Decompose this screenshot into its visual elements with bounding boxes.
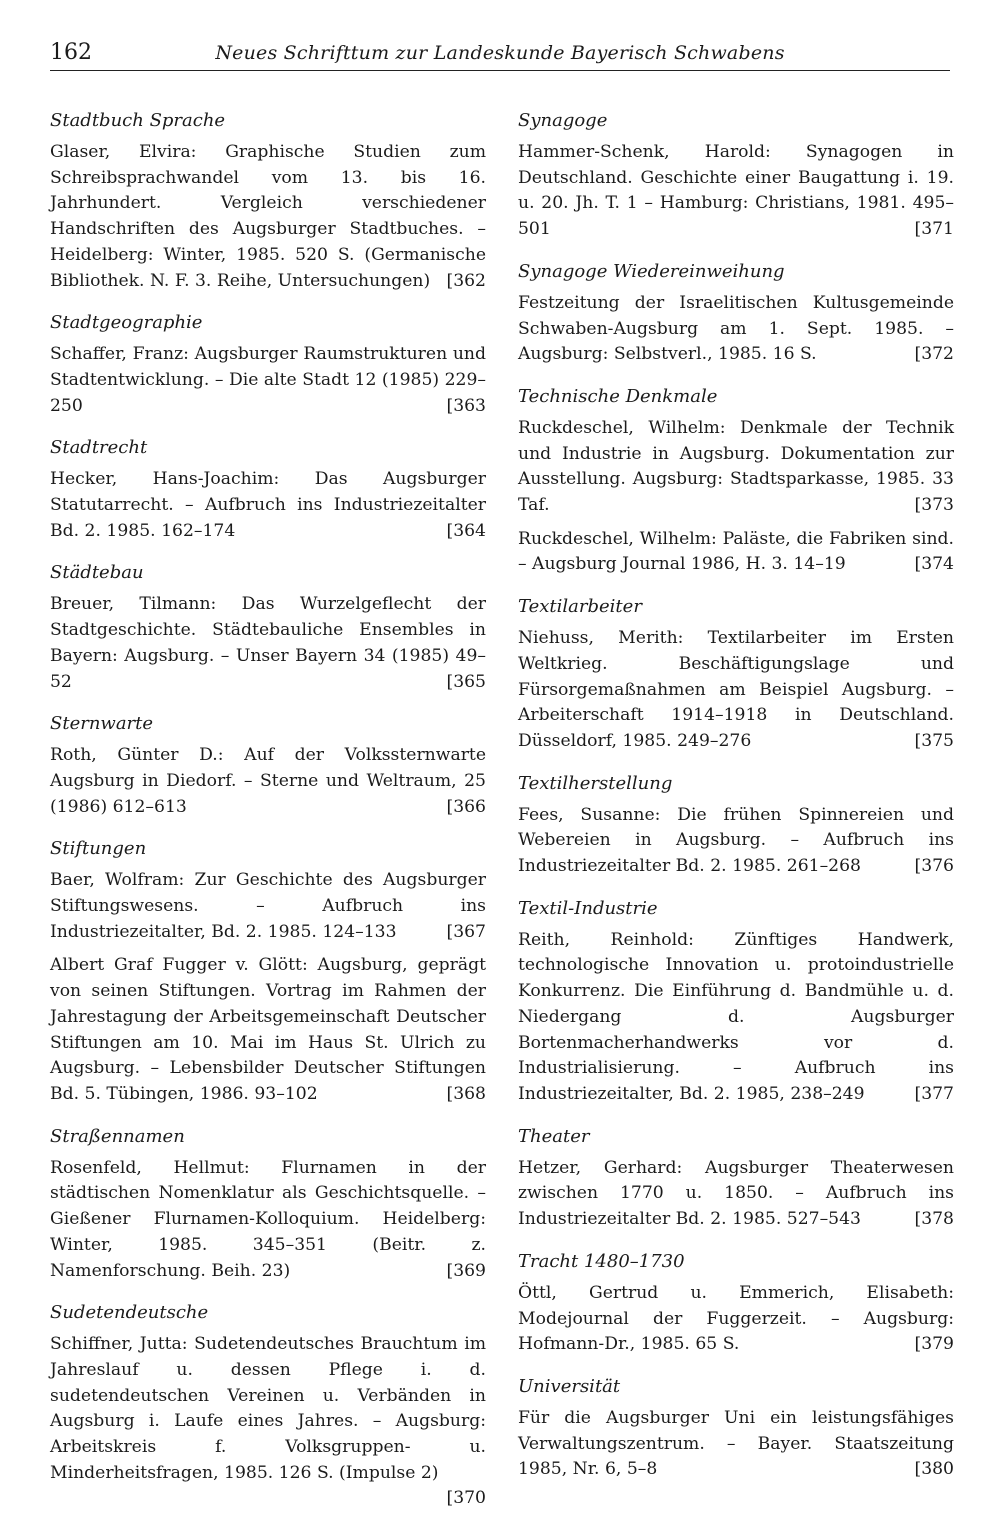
left-column (50, 110, 486, 1512)
entry-text: Hammer-Schenk, Harold: Synagogen in Deutschland. Geschichte einer Baugattung i. 19. u. 20. Jh. T. 1 – Hamburg: Christians, 1981. 495–501 (518, 142, 954, 240)
entry-text: Schaffer, Franz: Augsburger Raumstrukturen und Stadtentwicklung. – Die alte Stadt 12 (1985) 229–250 (50, 344, 486, 416)
entry-number: [374 (914, 554, 954, 575)
section-heading: Straßennamen (50, 1125, 185, 1147)
entry-text: Hecker, Hans-Joachim: Das Augsburger Statutarrecht. – Aufbruch ins Industriezeitalter Bd. 2. 1985. 162–174 (50, 469, 486, 541)
section-heading: Textilherstellung (518, 772, 673, 794)
running-title: Neues Schrifttum zur Landeskunde Bayerisch Schwabens (215, 42, 785, 64)
header-rule (50, 70, 950, 71)
section-heading: Technische Denkmale (518, 385, 718, 407)
entry-text: Ruckdeschel, Wilhelm: Denkmale der Technik und Industrie in Augsburg. Dokumentation zur Ausstellung. Augsburg: Stadtsparkasse, 1985. 33 Taf. (518, 417, 954, 516)
entry-number: [364 (446, 520, 486, 541)
bibliography-entry (50, 342, 486, 419)
entry-number: [378 (914, 1209, 954, 1230)
entry-number: [377 (914, 1083, 954, 1104)
section-heading: Theater (518, 1125, 590, 1147)
entry-number: [375 (914, 730, 954, 751)
entry-text: Albert Graf Fugger v. Glött: Augsburg, geprägt von seinen Stiftungen. Vortrag im Rahmen der Jahrestagung der Arbeitsgemeinschaft Deutscher Stiftungen am 10. Mai im Haus St. Ulrich zu Augsburg. – Lebensbilder Deutscher Stiftungen Bd. 5. Tübingen, 1986. 93–102 (50, 955, 486, 1104)
section-heading: Textilarbeiter (518, 596, 642, 618)
bibliography-entry (518, 527, 954, 578)
right-column (518, 110, 954, 1501)
entry-number: [376 (914, 856, 954, 877)
section-heading: Stadtgeographie (50, 312, 203, 334)
entry-number: [367 (446, 921, 486, 942)
entry-text: Für die Augsburger Uni ein leistungsfähiges Verwaltungszentrum. – Bayer. Staatszeitung 1985, Nr. 6, 5–8 (518, 1407, 954, 1480)
bibliography-entry (518, 1156, 954, 1233)
bibliography-section (518, 898, 954, 1108)
bibliography-section (518, 773, 954, 880)
bibliography-entry (50, 953, 486, 1107)
entry-number: [362 (446, 270, 486, 291)
entry-number: [370 (446, 1488, 486, 1509)
bibliography-section (518, 1376, 954, 1483)
bibliography-entry (50, 743, 486, 820)
entry-number: [380 (914, 1459, 954, 1480)
bibliography-entry (518, 291, 954, 368)
entry-number: [373 (914, 495, 954, 516)
bibliography-entry (50, 1332, 486, 1509)
entry-text: Reith, Reinhold: Zünftiges Handwerk, technologische Innovation u. protoindustrielle Konkurrenz. Die Einführung d. Bandmühle u. d. Niedergang d. Augsburger Bortenmacherhandwerks vor d. Industrialisierung. – Aufbruch ins Industriezeitalter, Bd. 2. 1985, 238–249 (518, 929, 954, 1104)
bibliography-entry (518, 416, 954, 519)
section-heading: Sternwarte (50, 713, 154, 735)
bibliography-entry (518, 626, 954, 755)
section-heading: Stadtbuch Sprache (50, 110, 226, 131)
bibliography-section (50, 437, 486, 544)
entry-text: Festzeitung der Israelitischen Kultusgemeinde Schwaben-Augsburg am 1. Sept. 1985. – Augsburg: Selbstverl., 1985. 16 S. (518, 292, 954, 365)
bibliography-section (50, 1302, 486, 1509)
page-number: 162 (50, 40, 92, 65)
bibliography-entry (518, 140, 954, 243)
entry-number: [363 (446, 395, 486, 416)
entry-number: [372 (914, 344, 954, 365)
bibliography-section (50, 312, 486, 419)
bibliography-section (518, 1126, 954, 1233)
entry-text: Baer, Wolfram: Zur Geschichte des Augsburger Stiftungswesens. – Aufbruch ins Industriezeitalter, Bd. 2. 1985. 124–133 (50, 870, 486, 942)
bibliography-section (518, 110, 954, 243)
bibliography-section (50, 838, 486, 1107)
entry-text: Roth, Günter D.: Auf der Volkssternwarte Augsburg in Diedorf. – Sterne und Weltraum, 25 (1986) 612–613 (50, 745, 486, 817)
entry-text: Glaser, Elvira: Graphische Studien zum Schreibsprachwandel vom 13. bis 16. Jahrhundert. Vergleich verschiedener Handschriften des Augsburger Stadtbuches. – Heidelberg: Winter, 1985. 520 S. (Germanische Bibliothek. N. F. 3. Reihe, Untersuchungen) (50, 142, 486, 291)
entry-number: [365 (446, 671, 486, 692)
section-heading: Universität (518, 1375, 621, 1397)
section-heading: Sudetendeutsche (50, 1302, 209, 1324)
bibliography-section (50, 110, 486, 294)
entry-text: Fees, Susanne: Die frühen Spinnereien und Webereien in Augsburg. – Aufbruch ins Industriezeitalter Bd. 2. 1985. 261–268 (518, 804, 954, 877)
bibliography-entry (518, 1406, 954, 1483)
section-heading: Stiftungen (50, 838, 147, 860)
bibliography-section (518, 261, 954, 368)
bibliography-entry (50, 467, 486, 544)
section-heading: Städtebau (50, 562, 144, 584)
section-heading: Tracht 1480–1730 (518, 1250, 685, 1272)
bibliography-entry (518, 803, 954, 880)
bibliography-entry (518, 928, 954, 1108)
entry-number: [371 (914, 219, 954, 240)
entry-text: Breuer, Tilmann: Das Wurzelgeflecht der Stadtgeschichte. Städtebauliche Ensembles in Bayern: Augsburg. – Unser Bayern 34 (1985) 49–52 (50, 594, 486, 692)
page-header (50, 40, 950, 70)
bibliography-section (50, 713, 486, 820)
bibliography-section (50, 562, 486, 695)
entry-text: Öttl, Gertrud u. Emmerich, Elisabeth: Modejournal der Fuggerzeit. – Augsburg: Hofmann-Dr., 1985. 65 S. (518, 1282, 954, 1355)
section-heading: Textil-Industrie (518, 897, 658, 919)
entry-text: Hetzer, Gerhard: Augsburger Theaterwesen zwischen 1770 u. 1850. – Aufbruch ins Industriezeitalter Bd. 2. 1985. 527–543 (518, 1157, 954, 1230)
section-heading: Synagoge Wiedereinweihung (518, 260, 785, 282)
bibliography-section (518, 386, 954, 578)
entry-number: [379 (914, 1334, 954, 1355)
bibliography-entry (50, 140, 486, 294)
entry-text: Ruckdeschel, Wilhelm: Paläste, die Fabriken sind. – Augsburg Journal 1986, H. 3. 14–19 (518, 528, 954, 575)
bibliography-entry (518, 1281, 954, 1358)
entry-text: Rosenfeld, Hellmut: Flurnamen in der städtischen Nomenklatur als Geschichtsquelle. – Gießener Flurnamen-Kolloquium. Heidelberg: Winter, 1985. 345–351 (Beitr. z. Namenforschung. Beih. 23) (50, 1157, 486, 1281)
section-heading: Synagoge (518, 110, 608, 131)
section-heading: Stadtrecht (50, 437, 148, 459)
entry-number: [368 (446, 1083, 486, 1104)
entry-text: Niehuss, Merith: Textilarbeiter im Ersten Weltkrieg. Beschäftigungslage und Fürsorgemaßnahmen am Beispiel Augsburg. – Arbeiterschaft 1914–1918 in Deutschland. Düsseldorf, 1985. 249–276 (518, 628, 954, 751)
entry-text: Schiffner, Jutta: Sudetendeutsches Brauchtum im Jahreslauf u. dessen Pflege i. d. sudetendeutschen Vereinen u. Verbänden in Augsburg i. Laufe eines Jahres. – Augsburg: Arbeitskreis f. Volksgruppen- u. Minderheitsfragen, 1985. 126 S. (Impulse 2) (50, 1334, 486, 1483)
entry-number: [369 (446, 1260, 486, 1281)
bibliography-section (518, 1251, 954, 1358)
bibliography-entry (50, 592, 486, 695)
bibliography-entry (50, 1156, 486, 1285)
bibliography-entry (50, 868, 486, 945)
bibliography-section (518, 596, 954, 755)
entry-number: [366 (446, 796, 486, 817)
bibliography-section (50, 1126, 486, 1285)
